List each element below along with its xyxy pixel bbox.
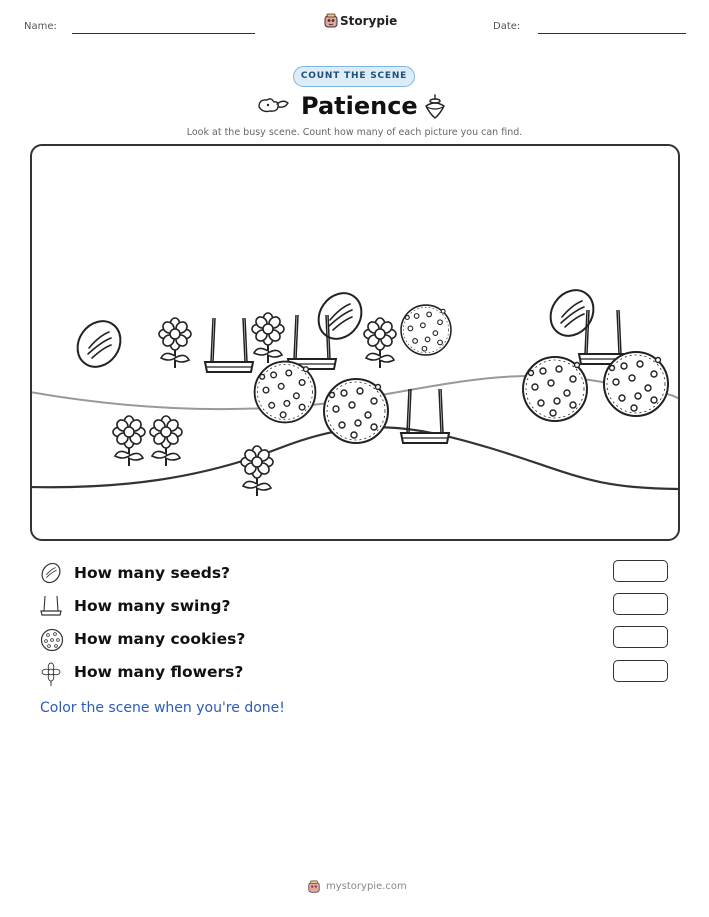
color-instruction: Color the scene when you're done! [40,700,285,716]
scene-cookie [324,379,388,443]
swing-icon [40,594,62,618]
brand-name: Storypie [340,14,398,28]
instructions: Look at the busy scene. Count how many of each picture you can find. [186,127,523,138]
scene-cookie [255,362,316,423]
scene-cookie [401,305,451,355]
scene-panel [30,144,680,541]
spinning-top-icon [424,94,446,120]
scene-flower [150,416,182,466]
question-flowers: How many flowers? [74,663,244,681]
date-label: Date: [493,21,521,32]
name-field[interactable] [72,33,255,34]
storypie-logo-icon [323,13,339,29]
scene-swing [205,318,253,372]
scene-cookie [604,352,668,416]
scene-flower [364,318,396,368]
scene-seed [69,313,129,375]
scene-flower [113,416,145,466]
name-label: Name: [24,21,57,32]
page-title: Patience [301,92,418,120]
date-field[interactable] [538,33,686,34]
activity-badge: COUNT THE SCENE [293,66,415,87]
scene-flower [241,446,273,496]
question-swing: How many swing? [74,597,231,615]
scene-cookie [523,357,587,421]
seed-icon [40,562,62,584]
scene-swing [401,389,449,443]
answer-box-swing[interactable] [613,593,668,615]
bird-doodle-icon [255,95,291,117]
answer-box-flowers[interactable] [613,660,668,682]
cookie-icon [40,628,64,652]
scene-flower [252,313,284,363]
scene-flower [159,318,191,368]
question-cookies: How many cookies? [74,630,246,648]
scene-seed [542,282,602,344]
answer-box-cookies[interactable] [613,626,668,648]
scene-seed [310,285,370,347]
storypie-footer-logo-icon [307,879,321,893]
flower-icon [40,661,62,687]
scene-swing [288,315,336,369]
site-url[interactable]: mystorypie.com [326,881,407,892]
question-seeds: How many seeds? [74,564,231,582]
answer-box-seeds[interactable] [613,560,668,582]
